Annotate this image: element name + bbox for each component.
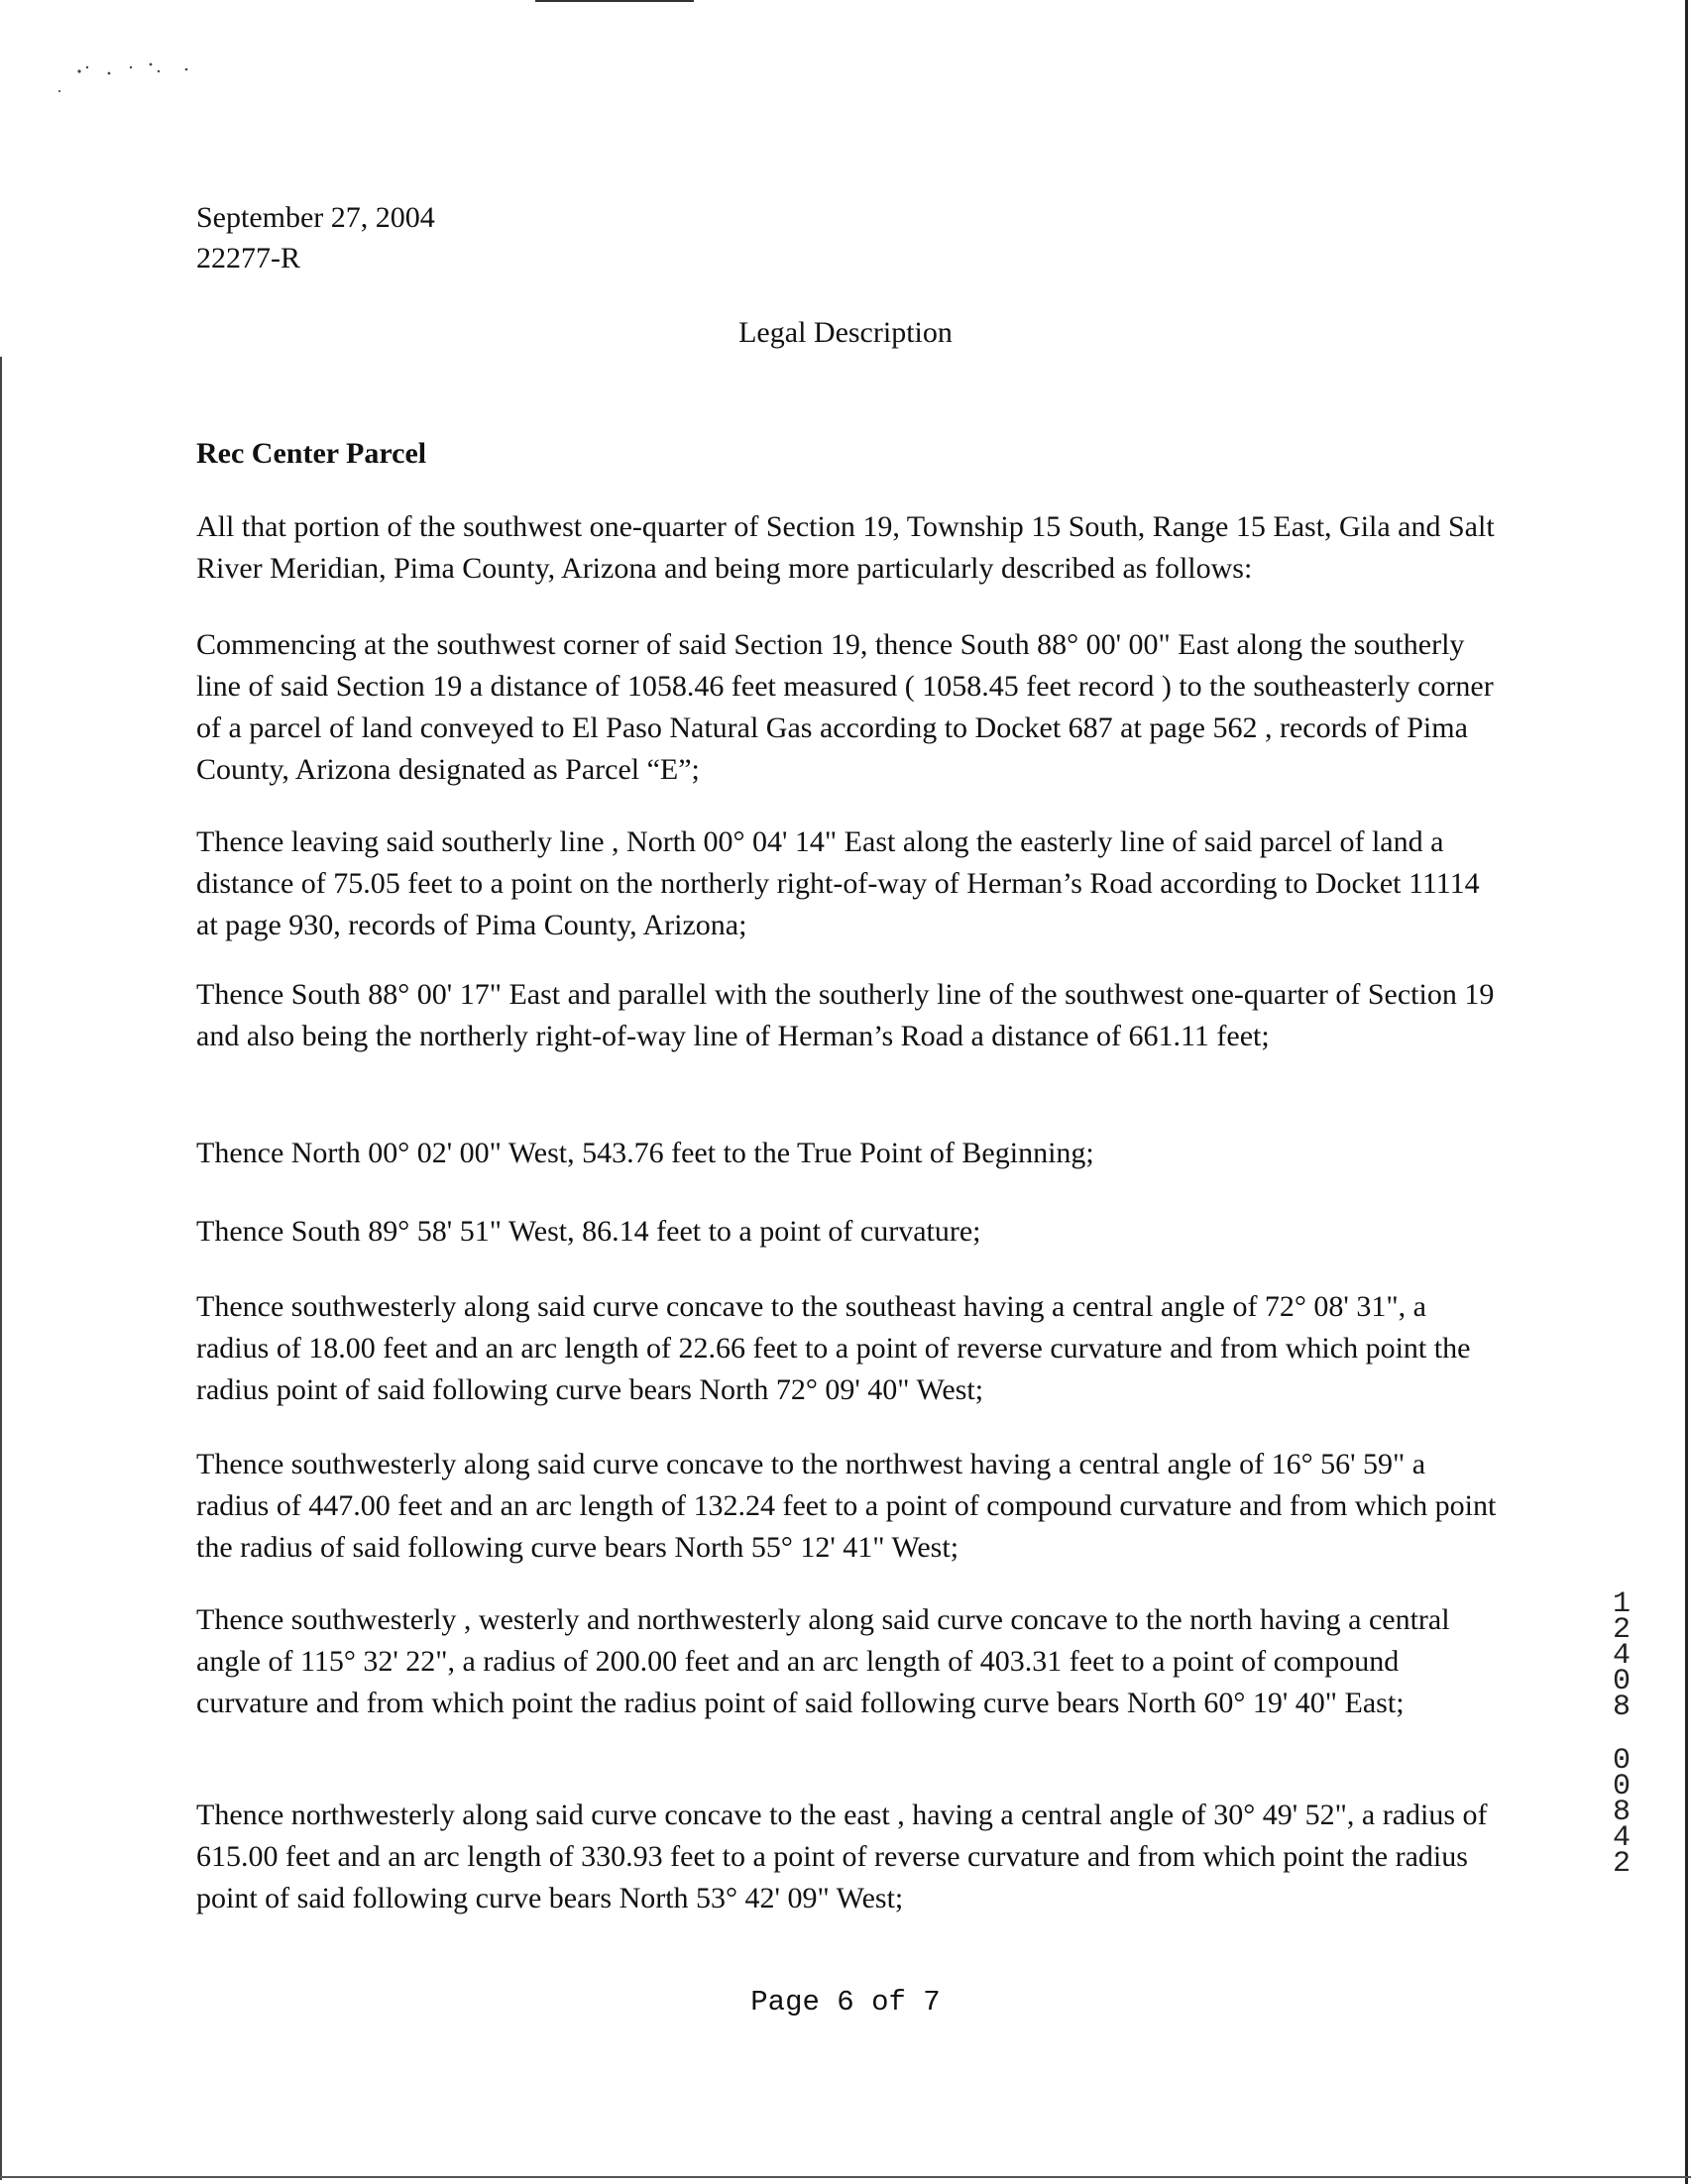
stamp-digit: 4 [1612, 1639, 1631, 1673]
document-date: September 27, 2004 [196, 201, 435, 234]
paragraph-course-2: Thence South 88° 00' 17" East and parallel with the southerly line of the southwest one-quarter of Section 19 and also being the northerly right-of-way line of Herman’s Road a distance of 661.11 feet; [196, 978, 1495, 1052]
stamp-digit: 8 [1612, 1796, 1631, 1829]
page-number: Page 6 of 7 [750, 1986, 941, 2019]
scan-specks [40, 50, 198, 109]
paragraph-curve-1: Thence southwesterly along said curve concave to the southeast having a central angle of 72° 08' 31", a radius of 18.00 feet and an arc length of 22.66 feet to a point of reverse curvature and from which point the radius point of said following curve bears North 72° 09' 40" West; [196, 1290, 1471, 1406]
parcel-title: Rec Center Parcel [196, 437, 427, 470]
stamp-digit: 2 [1612, 1613, 1631, 1647]
stamp-digit: 8 [1612, 1691, 1631, 1724]
scan-left-edge [0, 357, 2, 2180]
paragraph-curve-4: Thence northwesterly along said curve concave to the east , having a central angle of 30° 49' 52", a radius of 615.00 feet and an arc length of 330.93 feet to a point of reverse curvature and from which point the radius point of said following curve bears North 53° 42' 09" West; [196, 1799, 1488, 1914]
stamp-digit: 0 [1612, 1770, 1631, 1803]
stamp-digit: 0 [1612, 1744, 1631, 1778]
document-reference-number: 22277-R [196, 242, 300, 274]
side-document-stamp [1604, 1587, 1639, 1881]
scan-top-rule [535, 0, 694, 2]
stamp-digit: 2 [1612, 1847, 1631, 1881]
stamp-digit: 1 [1612, 1587, 1631, 1621]
paragraph-commencing: Commencing at the southwest corner of said Section 19, thence South 88° 00' 00" East along the southerly line of said Section 19 a distance of 1058.46 feet measured ( 1058.45 feet record ) to the southeasterly corner of a parcel of land conveyed to El Paso Natural Gas according to Docket 687 at page 562 , records of Pima County, Arizona designated as Parcel “E”; [196, 628, 1494, 786]
document-title: Legal Description [738, 316, 953, 349]
paragraph-intro: All that portion of the southwest one-quarter of Section 19, Township 15 South, Range 15 East, Gila and Salt River Meridian, Pima County, Arizona and being more particularly described as follows: [196, 510, 1495, 585]
paragraph-course-3: Thence South 89° 58' 51" West, 86.14 feet to a point of curvature; [196, 1215, 981, 1248]
paragraph-curve-3: Thence southwesterly , westerly and northwesterly along said curve concave to the north having a central angle of 115° 32' 22", a radius of 200.00 feet and an arc length of 403.31 feet to a point of compound curvature and from which point the radius point of said following curve bears North 60° 19' 40" East; [196, 1603, 1450, 1719]
stamp-digit: 0 [1612, 1665, 1631, 1698]
stamp-digit: 4 [1612, 1821, 1631, 1855]
scan-bottom-rule [0, 2176, 1691, 2178]
paragraph-true-point-of-beginning: Thence North 00° 02' 00" West, 543.76 feet to the True Point of Beginning; [196, 1137, 1094, 1169]
paragraph-curve-2: Thence southwesterly along said curve concave to the northwest having a central angle of 16° 56' 59" a radius of 447.00 feet and an arc length of 132.24 feet to a point of compound curvature and from which point the radius of said following curve bears North 55° 12' 41" West; [196, 1448, 1497, 1564]
paragraph-course-1: Thence leaving said southerly line , North 00° 04' 14" East along the easterly line of said parcel of land a distance of 75.05 feet to a point on the northerly right-of-way of Herman’s Road according to Docket 11114 at page 930, records of Pima County, Arizona; [196, 825, 1480, 941]
